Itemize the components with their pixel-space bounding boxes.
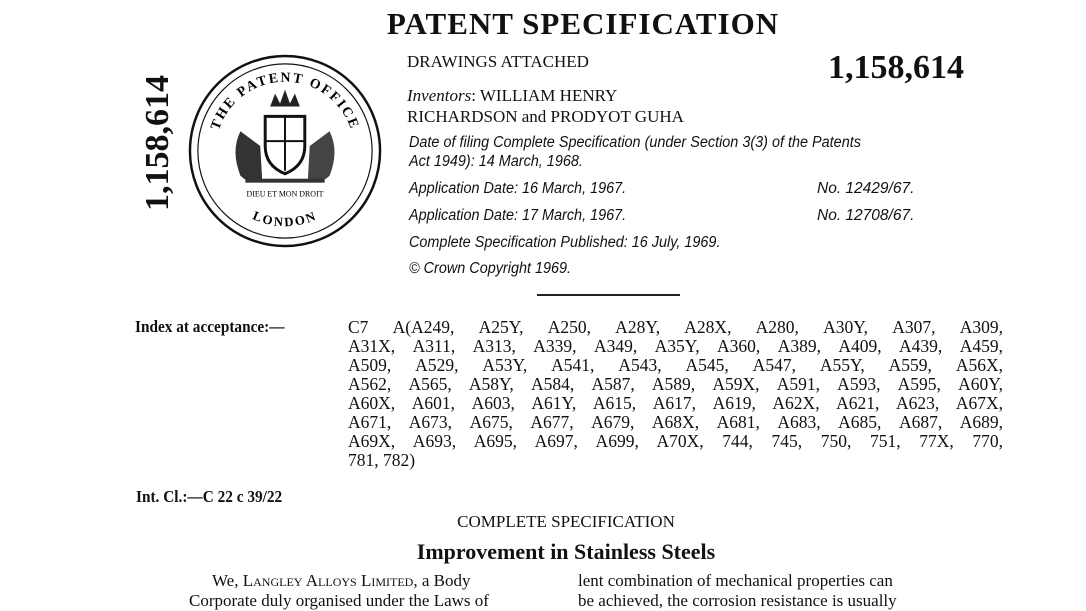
body-left-line-1	[212, 571, 470, 590]
seal-motto: DIEU ET MON DROIT	[246, 189, 324, 199]
body-right-line-1: lent combination of mechanical properties can	[578, 571, 893, 590]
index-line: A671, A673, A675, A677, A679, A68X, A681, A683, A685, A687, A689,	[348, 412, 1003, 432]
index-line: A60X, A601, A603, A61Y, A615, A617, A619, A62X, A621, A623, A67X,	[348, 393, 1003, 413]
body-text: , a Body	[413, 571, 471, 590]
svg-text:LONDON	[251, 209, 320, 230]
seal-bottom-text: LONDON	[250, 208, 320, 230]
divider-rule	[537, 294, 680, 296]
company-name: Langley Alloys Limited	[242, 571, 414, 590]
index-line: 781, 782)	[348, 450, 416, 470]
body-left-line-2: Corporate duly organised under the Laws of	[189, 591, 489, 610]
subject-title: Improvement in Stainless Steels	[416, 539, 716, 564]
inventors-line-2: RICHARDSON and PRODYOT GUHA	[407, 107, 684, 126]
index-line: C7 A(A249, A25Y, A250, A28Y, A28X, A280, A30Y, A307, A309,	[348, 317, 1003, 337]
published-date: Complete Specification Published: 16 July, 1969.	[409, 234, 721, 251]
vertical-patent-number: 1,158,614	[139, 75, 176, 211]
patent-number: 1,158,614	[828, 49, 964, 86]
inventors-label: Inventors	[407, 86, 472, 105]
drawings-attached-label: DRAWINGS ATTACHED	[407, 52, 589, 71]
int-cl: Int. Cl.:—C 22 c 39/22	[136, 487, 283, 506]
seal-top-text: THE PATENT OFFICE	[207, 69, 363, 132]
copyright: © Crown Copyright 1969.	[409, 260, 572, 277]
index-line: A69X, A693, A695, A697, A699, A70X, 744, 745, 750, 751, 77X, 770,	[348, 431, 1003, 451]
body-right-line-2: be achieved, the corrosion resistance is usually	[578, 591, 897, 610]
filing-date-line-1: Date of filing Complete Specification (under Section 3(3) of the Patents	[409, 134, 861, 151]
index-line: A562, A565, A58Y, A584, A587, A589, A59X, A591, A593, A595, A60Y,	[348, 374, 1003, 394]
index-line: A31X, A311, A313, A339, A349, A35Y, A360, A389, A409, A439, A459,	[348, 336, 1003, 356]
application-date-1: Application Date: 16 March, 1967.	[409, 180, 627, 197]
index-label: Index at acceptance:—	[135, 317, 285, 336]
inventors-line-1	[407, 86, 617, 105]
patent-office-seal	[186, 52, 384, 250]
index-line: A509, A529, A53Y, A541, A543, A545, A547, A55Y, A559, A56X,	[348, 355, 1003, 375]
application-date-2: Application Date: 17 March, 1967.	[409, 207, 627, 224]
application-number-1: No. 12429/67.	[817, 180, 915, 197]
inventors-names-1: : WILLIAM HENRY	[471, 86, 618, 105]
section-heading: COMPLETE SPECIFICATION	[457, 512, 675, 531]
body-text: We,	[212, 571, 243, 590]
document-title: PATENT SPECIFICATION	[386, 6, 780, 41]
filing-date-line-2: Act 1949): 14 March, 1968.	[409, 153, 583, 170]
application-number-2: No. 12708/67.	[817, 207, 915, 224]
